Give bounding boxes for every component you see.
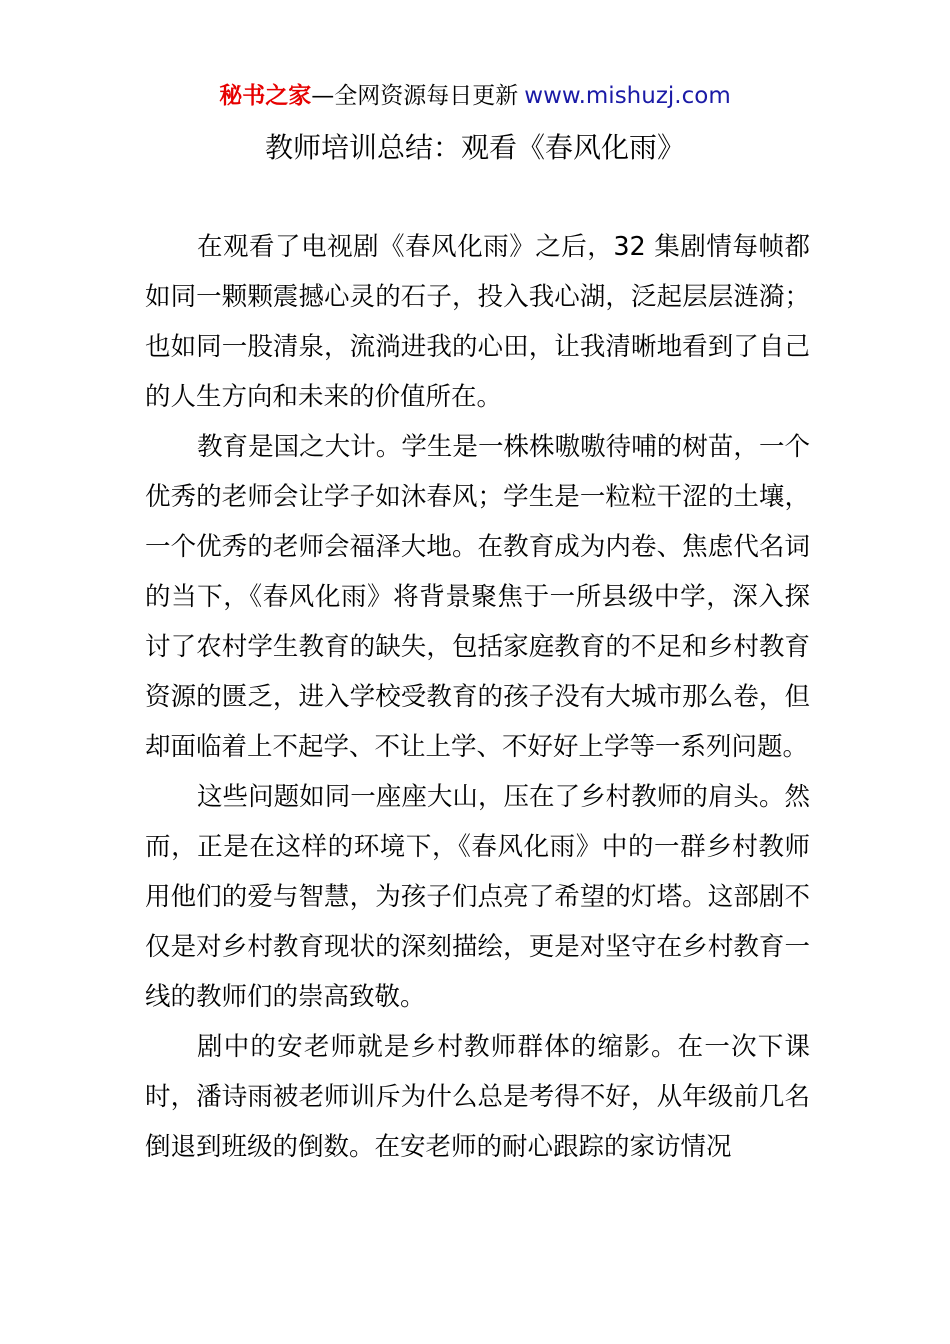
site-url-link[interactable]: www.mishuzj.com: [524, 83, 731, 109]
site-header: [0, 80, 950, 112]
paragraph: 在观看了电视剧《春风化雨》之后，32 集剧情每帧都如同一颗颗震撼心灵的石子，投入我心湖，泛起层层涟漪；也如同一股清泉，流淌进我的心田，让我清晰地看到了自己的人生方向和未来的价值所在。: [145, 232, 810, 412]
paragraph: 这些问题如同一座座大山，压在了乡村教师的肩头。然而，正是在这样的环境下，《春风化雨》中的一群乡村教师用他们的爱与智慧，为孩子们点亮了希望的灯塔。这部剧不仅是对乡村教育现状的深刻描绘，更是对坚守在乡村教育一线的教师们的崇高致敬。: [145, 782, 810, 1012]
document-title: 教师培训总结：观看《春风化雨》: [264, 131, 685, 164]
document-body: [145, 222, 810, 1172]
brand-name: 秘书之家: [219, 83, 312, 109]
site-tagline: —全网资源每日更新: [311, 83, 519, 109]
paragraph: 教育是国之大计。学生是一株株嗷嗷待哺的树苗，一个优秀的老师会让学子如沐春风；学生是一粒粒干涩的土壤，一个优秀的老师会福泽大地。在教育成为内卷、焦虑代名词的当下，《春风化雨》将背景聚焦于一所县级中学，深入探讨了农村学生教育的缺失，包括家庭教育的不足和乡村教育资源的匮乏，进入学校受教育的孩子没有大城市那么卷，但却面临着上不起学、不让上学、不好好上学等一系列问题。: [145, 432, 810, 762]
paragraph: 剧中的安老师就是乡村教师群体的缩影。在一次下课时，潘诗雨被老师训斥为什么总是考得不好，从年级前几名倒退到班级的倒数。在安老师的耐心跟踪的家访情况: [145, 1032, 810, 1162]
